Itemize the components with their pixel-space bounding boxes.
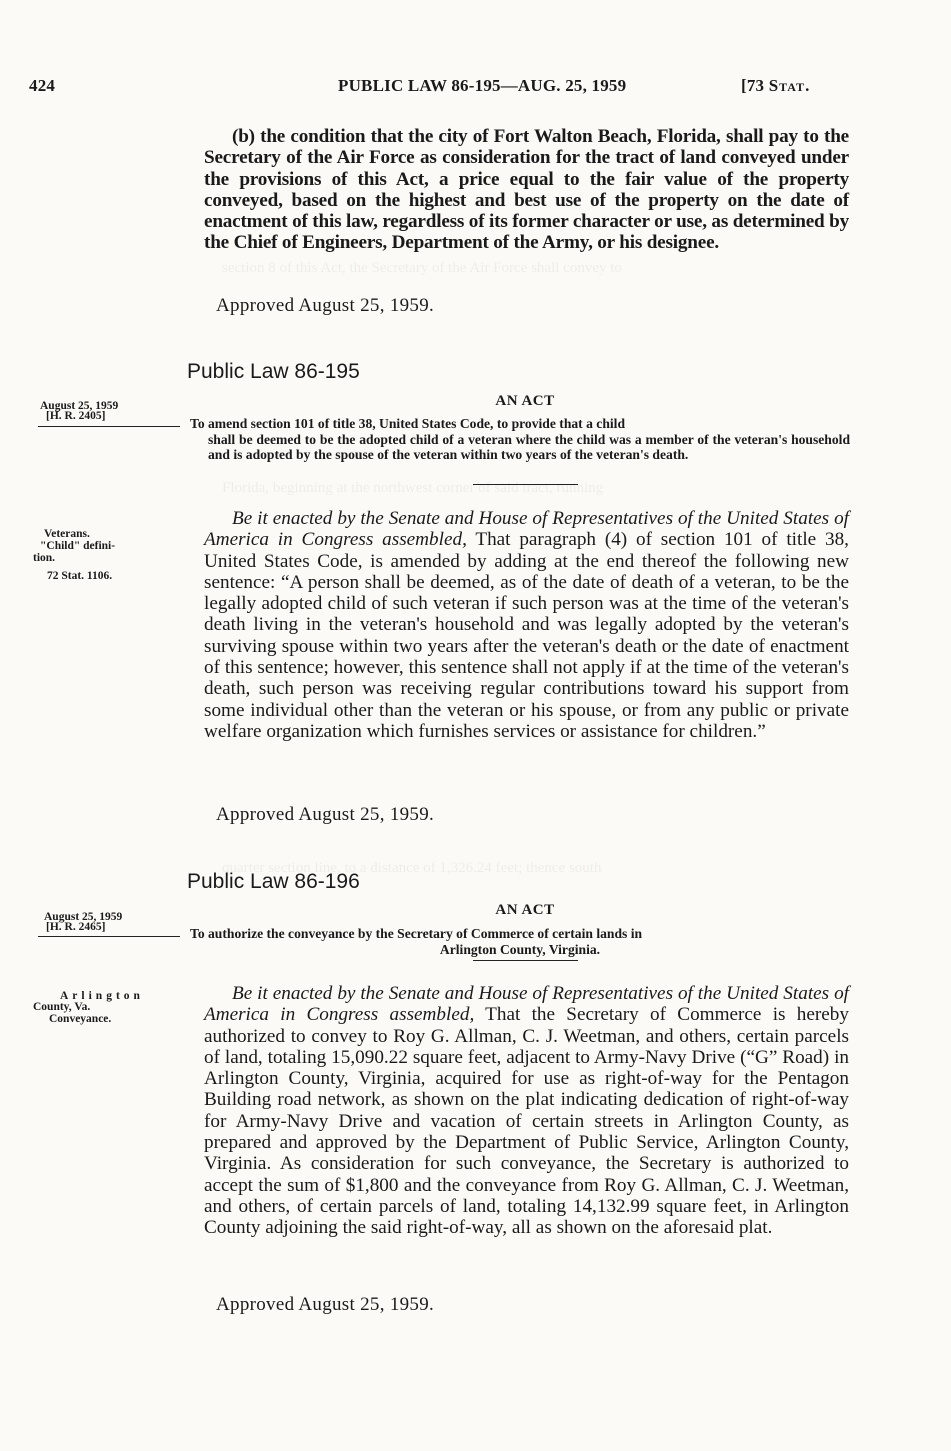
enacting-clause: Be it enacted by the Senate and House of Representatives of the United States of America in Congress assembled, <box>204 983 849 1026</box>
purpose-first-line: To amend section 101 of title 38, United States Code, to provide that a child <box>190 416 625 431</box>
running-title: PUBLIC LAW 86-195—AUG. 25, 1959 <box>338 76 627 95</box>
margin-rule <box>38 936 180 937</box>
enacting-paragraph <box>204 508 849 742</box>
margin-bill-number: [H. R. 2405] <box>46 410 106 422</box>
law-title: Public Law 86-195 <box>187 360 360 383</box>
act-body: That paragraph (4) of section 101 of title 38, United States Code, is amended by adding at the end thereof the following new sentence: “A person shall be deemed, as of the date of death of a veteran, to be the legally adopted child of such veteran if such person was at the time of the veteran's death living in the veteran's household and was legally adopted by the veteran's surviving spouse within two years after the veteran's death or the date of enactment of this sentence; however, this sentence shall not apply if at the time of the veteran's death, such person was receiving regular contributions toward his support from some individual other than the veteran or his spouse, or from any public or private welfare organization which furnishes services or assistance for children.” <box>204 529 849 742</box>
act-body: That the Secretary of Commerce is hereby authorized to convey to Roy G. Allman, C. J. Weetman, and others, certain parcels of land, totaling 15,090.22 square feet, adjacent to Army-Navy Drive (“G” Road) in Arlington County, Virginia, acquired for use as right-of-way for the Pentagon Building road network, as shown on the plat indicating dedication of right-of-way for Army-Navy Drive and vacation of certain streets in Arlington County, as prepared and approved by the Department of Public Service, Arlington County, Virginia. As consideration for such conveyance, the Secretary is authorized to accept the sum of $1,800 and the conveyance from Roy G. Allman, C. J. Weetman, and others, of certain parcels of land, totaling 14,132.99 square feet, in Arlington County adjoining the said right-of-way, all as shown on the aforesaid plat. <box>204 1004 849 1239</box>
purpose-rest: Arlington County, Virginia. <box>439 941 601 957</box>
act-heading: AN ACT <box>495 902 555 918</box>
continued-paragraph: (b) the condition that the city of Fort Walton Beach, Florida, shall pay to the Secretary of the Air Force as consideration for the tract of land conveyed under the provisions of this Act, a price equal to the fair value of the property conveyed, based on the highest and best use of the property on the date of enactment of this law, regardless of its former character or use, as determined by the Chief of Engineers, Department of the Army, or his designee. <box>204 126 849 254</box>
act-purpose <box>190 416 850 463</box>
margin-date: August 25, 1959 <box>40 400 119 412</box>
margin-note: tion. <box>33 552 56 564</box>
statute-reference <box>741 76 810 96</box>
enacting-clause: Be it enacted by the Senate and House of Representatives of the United States of America in Congress assembled, <box>204 508 849 551</box>
margin-note: "Child" defini- <box>40 540 116 552</box>
purpose-first-line: To authorize the conveyance by the Secretary of Commerce of certain lands in <box>190 926 643 941</box>
approval-line: Approved August 25, 1959. <box>216 804 435 825</box>
law-title: Public Law 86-196 <box>187 870 360 893</box>
bleed-through: section 8 of this Act, the Secretary of the Air Force shall convey to <box>222 260 622 276</box>
margin-note: County, Va. <box>33 1001 91 1013</box>
bleed-through: quarter section line, to a distance of 1,326.24 feet; thence south <box>222 860 602 876</box>
section-rule <box>473 960 578 961</box>
margin-rule <box>38 426 180 427</box>
margin-note: Veterans. <box>44 528 90 540</box>
margin-date: August 25, 1959 <box>44 911 123 923</box>
page-number: 424 <box>29 76 56 95</box>
act-purpose <box>190 926 850 957</box>
margin-note: Conveyance. <box>49 1013 112 1025</box>
approval-line: Approved August 25, 1959. <box>216 295 435 316</box>
act-heading: AN ACT <box>495 393 555 409</box>
statute-volume: [73 <box>741 76 769 95</box>
purpose-rest: shall be deemed to be the adopted child of a veteran where the child was a member of the veteran's household and is adopted by the spouse of the veteran within two years of the veteran's death. <box>208 431 850 462</box>
enacting-paragraph <box>204 983 849 1239</box>
margin-bill-number: [H. R. 2465] <box>46 921 106 933</box>
margin-citation: 72 Stat. 1106. <box>47 570 113 582</box>
statute-label: Stat. <box>768 76 811 95</box>
margin-note: Arlington <box>60 990 144 1002</box>
section-rule <box>473 484 578 485</box>
approval-line: Approved August 25, 1959. <box>216 1294 435 1315</box>
bleed-through: Florida, beginning at the northwest corner of said tract, running <box>222 480 604 496</box>
